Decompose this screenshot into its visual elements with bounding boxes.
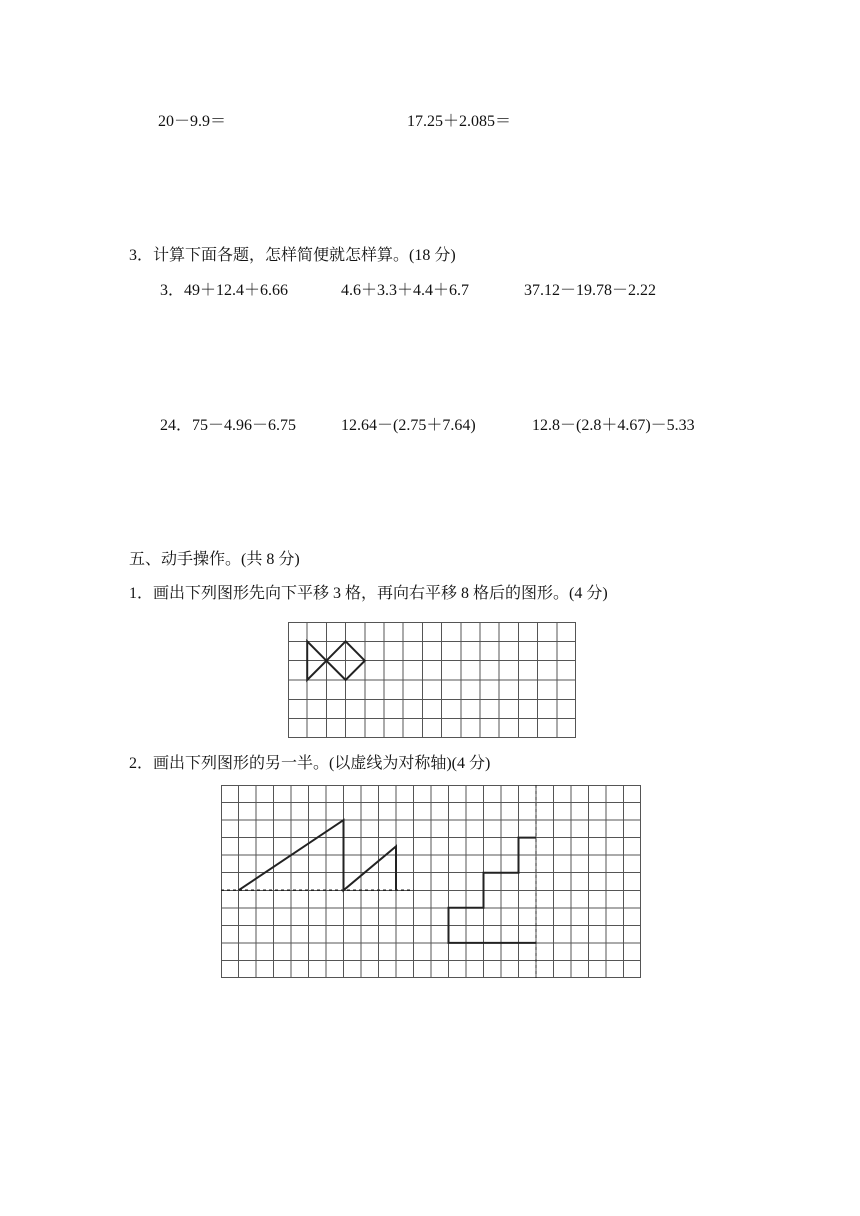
q3-expression-5: 12.64－(2.75＋7.64) [341, 417, 476, 434]
q3-expression-1: 3．49＋12.4＋6.66 [160, 282, 289, 299]
question-3-title: 3．计算下面各题，怎样简便就怎样算。(18 分) [129, 247, 456, 264]
q3-expression-6: 12.8－(2.8＋4.67)－5.33 [532, 417, 695, 434]
q3-expression-2: 4.6＋3.3＋4.4＋6.7 [341, 282, 470, 299]
grid-lines [221, 785, 641, 978]
expression-17-25-plus-2-085: 17.25＋2.085＝ [407, 113, 512, 130]
q3-expression-4: 24．75－4.96－6.75 [160, 417, 297, 434]
translation-grid[interactable] [288, 622, 576, 738]
section-5-title: 五、动手操作。(共 8 分) [129, 551, 300, 568]
q3-expression-3: 37.12－19.78－2.22 [524, 282, 657, 299]
expression-20-minus-9-9: 20－9.9＝ [158, 113, 227, 130]
section-5-q2-prompt: 2．画出下列图形的另一半。(以虚线为对称轴)(4 分) [129, 755, 491, 772]
grid-lines [288, 622, 576, 738]
section-5-q1-prompt: 1．画出下列图形先向下平移 3 格，再向右平移 8 格后的图形。(4 分) [129, 585, 608, 602]
symmetry-grid[interactable] [221, 785, 641, 978]
